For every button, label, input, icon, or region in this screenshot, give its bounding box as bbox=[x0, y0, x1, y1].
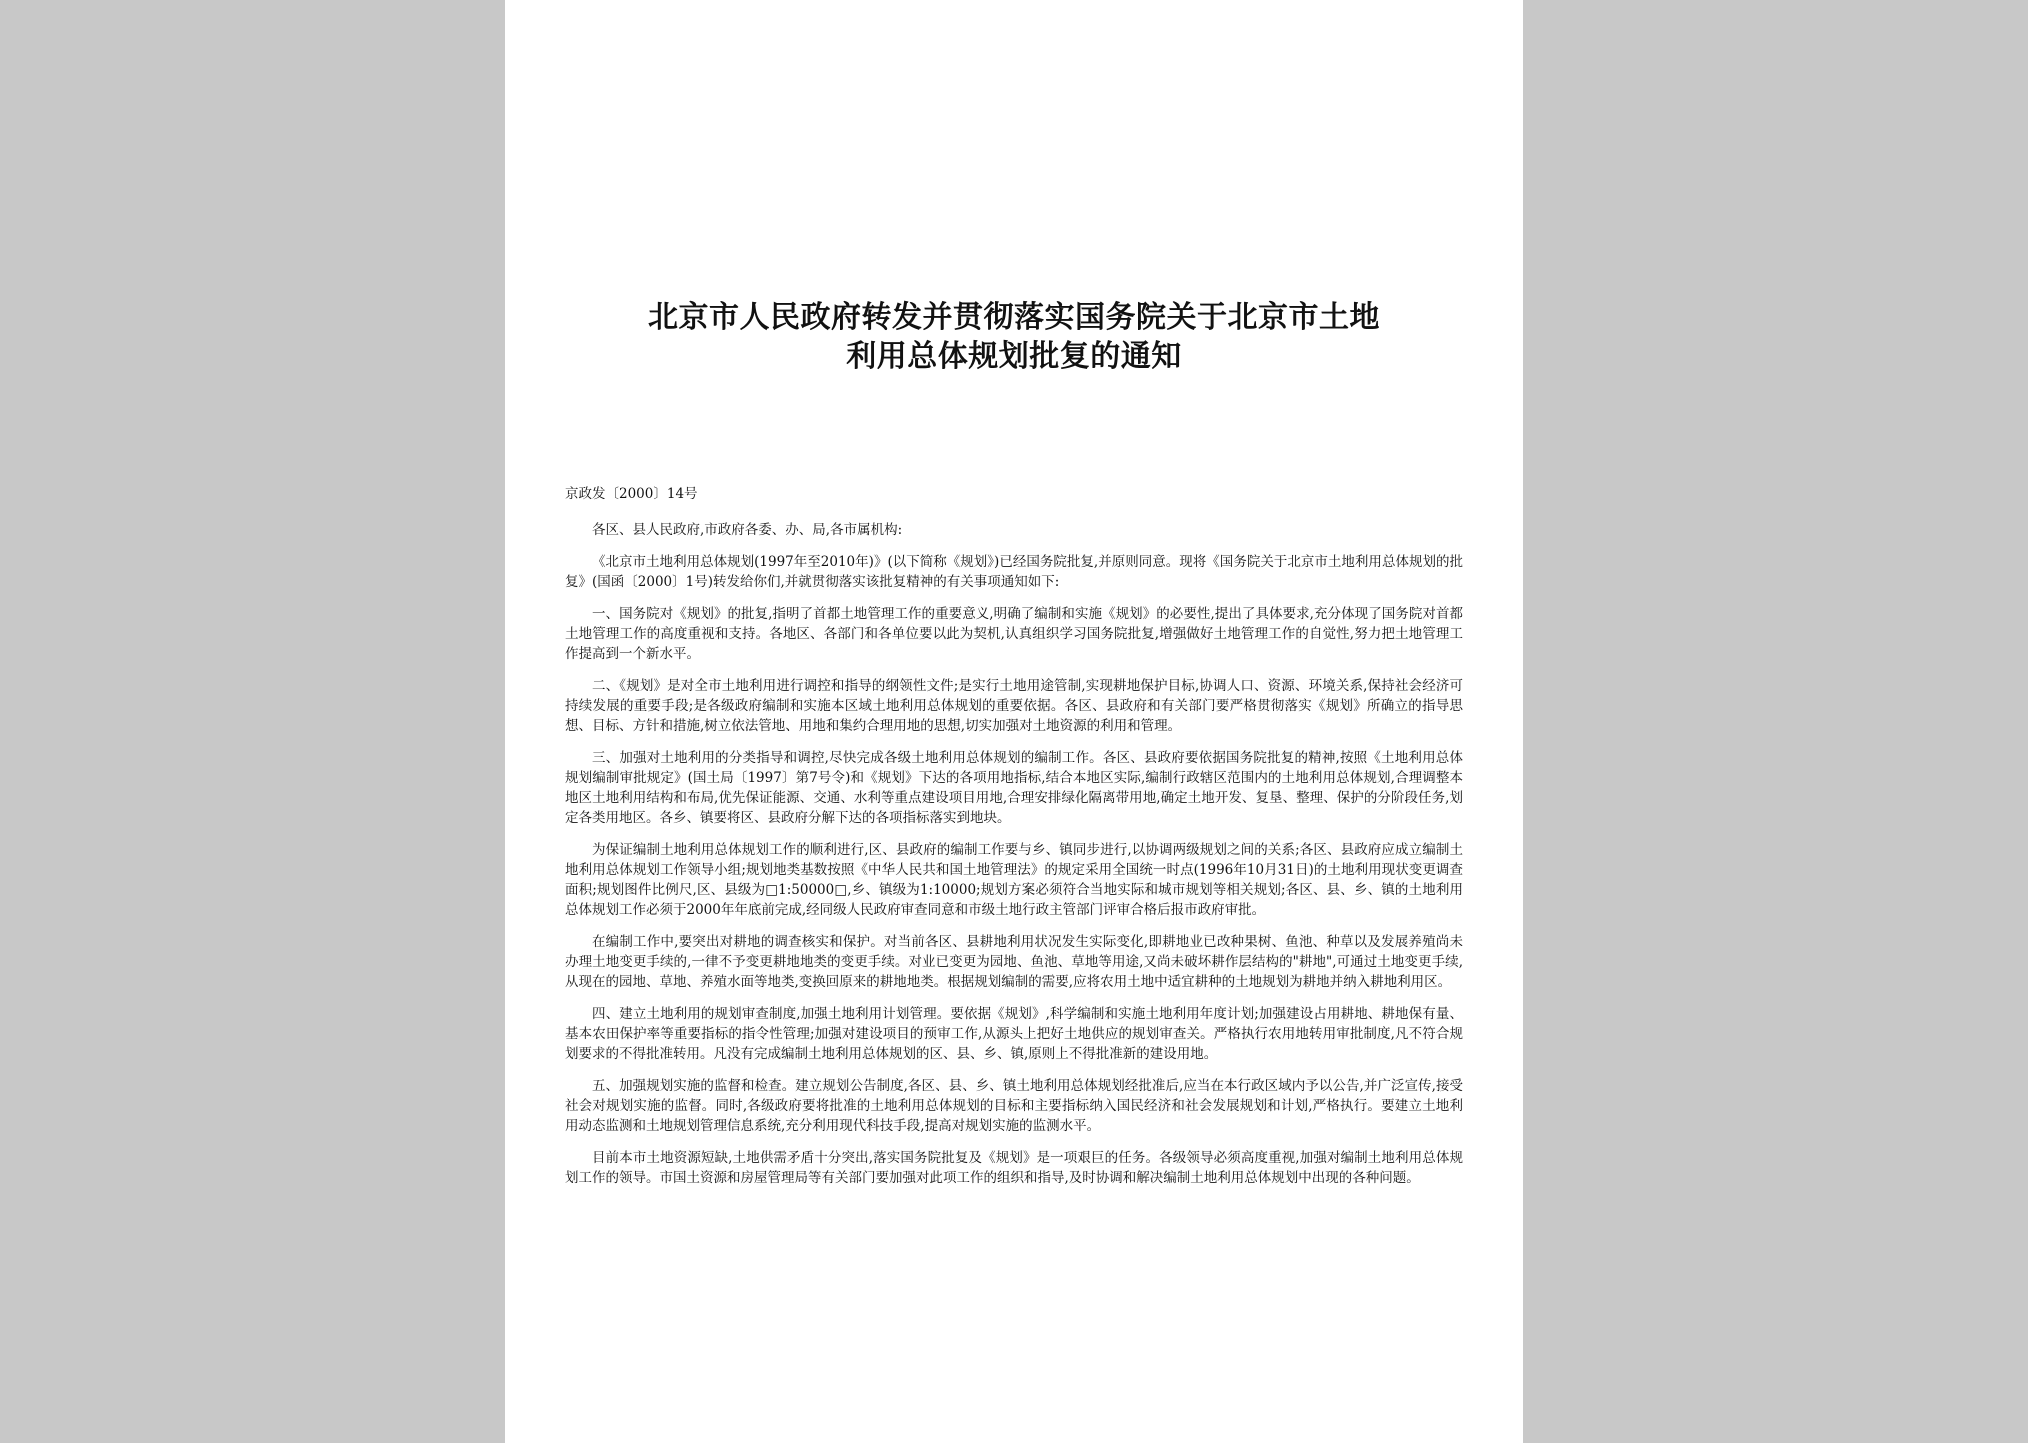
document-number: 京政发〔2000〕14号 bbox=[565, 486, 698, 502]
paragraph-item-4: 四、建立土地利用的规划审查制度,加强土地利用计划管理。要依据《规划》,科学编制和实施土地利用年度计划;加强建设占用耕地、耕地保有量、基本农田保护率等重要指标的指令性管理;加强对建设项目的预审工作,从源头上把好土地供应的规划审查关。严格执行农用地转用审批制度,凡不符合规划要求的不得批准转用。凡没有完成编制土地利用总体规划的区、县、乡、镇,原则上不得批准新的建设用地。 bbox=[565, 1006, 1463, 1062]
paragraph-item-5: 五、加强规划实施的监督和检查。建立规划公告制度,各区、县、乡、镇土地利用总体规划经批准后,应当在本行政区域内予以公告,并广泛宣传,接受社会对规划实施的监督。同时,各级政府要将批准的土地利用总体规划的目标和主要指标纳入国民经济和社会发展规划和计划,严格执行。要建立土地利用动态监测和土地规划管理信息系统,充分利用现代科技手段,提高对规划实施的监测水平。 bbox=[565, 1078, 1463, 1134]
document-body bbox=[565, 552, 1463, 1188]
document-title bbox=[565, 298, 1463, 376]
paragraph-item-1: 一、国务院对《规划》的批复,指明了首都土地管理工作的重要意义,明确了编制和实施《规划》的必要性,提出了具体要求,充分体现了国务院对首都土地管理工作的高度重视和支持。各地区、各部门和各单位要以此为契机,认真组织学习国务院批复,增强做好土地管理工作的自觉性,努力把土地管理工作提高到一个新水平。 bbox=[565, 606, 1463, 662]
paragraph-intro: 《北京市土地利用总体规划(1997年至2010年)》(以下简称《规划》)已经国务院批复,并原则同意。现将《国务院关于北京市土地利用总体规划的批复》(国函〔2000〕1号)转发给你们,并就贯彻落实该批复精神的有关事项通知如下: bbox=[565, 554, 1463, 590]
paragraph-item-2: 二、《规划》是对全市土地利用进行调控和指导的纲领性文件;是实行土地用途管制,实现耕地保护目标,协调人口、资源、环境关系,保持社会经济可持续发展的重要手段;是各级政府编制和实施本区域土地利用总体规划的重要依据。各区、县政府和有关部门要严格贯彻落实《规划》所确立的指导思想、目标、方针和措施,树立依法管地、用地和集约合理用地的思想,切实加强对土地资源的利用和管理。 bbox=[565, 678, 1463, 734]
paragraph-farmland-protection: 在编制工作中,要突出对耕地的调查核实和保护。对当前各区、县耕地利用状况发生实际变化,即耕地业已改种果树、鱼池、种草以及发展养殖尚未办理土地变更手续的,一律不予变更耕地地类的变更手续。对业已变更为园地、鱼池、草地等用途,又尚未破坏耕作层结构的"耕地",可通过土地变更手续,从现在的园地、草地、养殖水面等地类,变换回原来的耕地地类。根据规划编制的需要,应将农用土地中适宜耕种的土地规划为耕地并纳入耕地利用区。 bbox=[565, 934, 1463, 990]
document-page bbox=[505, 0, 1523, 1443]
title-line-2: 利用总体规划批复的通知 bbox=[846, 339, 1182, 374]
salutation: 各区、县人民政府,市政府各委、办、局,各市属机构: bbox=[592, 522, 903, 538]
title-line-1: 北京市人民政府转发并贯彻落实国务院关于北京市土地 bbox=[648, 300, 1380, 335]
paragraph-item-3: 三、加强对土地利用的分类指导和调控,尽快完成各级土地利用总体规划的编制工作。各区、县政府要依据国务院批复的精神,按照《土地利用总体规划编制审批规定》(国土局〔1997〕第7号令)和《规划》下达的各项用地指标,结合本地区实际,编制行政辖区范围内的土地利用总体规划,合理调整本地区土地利用结构和布局,优先保证能源、交通、水利等重点建设项目用地,合理安排绿化隔离带用地,确定土地开发、复垦、整理、保护的分阶段任务,划定各类用地区。各乡、镇要将区、县政府分解下达的各项指标落实到地块。 bbox=[565, 750, 1463, 826]
paragraph-closing: 目前本市土地资源短缺,土地供需矛盾十分突出,落实国务院批复及《规划》是一项艰巨的任务。各级领导必须高度重视,加强对编制土地利用总体规划工作的领导。市国土资源和房屋管理局等有关部门要加强对此项工作的组织和指导,及时协调和解决编制土地利用总体规划中出现的各种问题。 bbox=[565, 1150, 1463, 1186]
paragraph-item-3-supplement: 为保证编制土地利用总体规划工作的顺利进行,区、县政府的编制工作要与乡、镇同步进行,以协调两级规划之间的关系;各区、县政府应成立编制土地利用总体规划工作领导小组;规划地类基数按照《中华人民共和国土地管理法》的规定采用全国统一时点(1996年10月31日)的土地利用现状变更调查面积;规划图件比例尺,区、县级为□1:50000□,乡、镇级为1:10000;规划方案必须符合当地实际和城市规划等相关规划;各区、县、乡、镇的土地利用总体规划工作必须于2000年年底前完成,经同级人民政府审查同意和市级土地行政主管部门评审合格后报市政府审批。 bbox=[565, 842, 1463, 918]
